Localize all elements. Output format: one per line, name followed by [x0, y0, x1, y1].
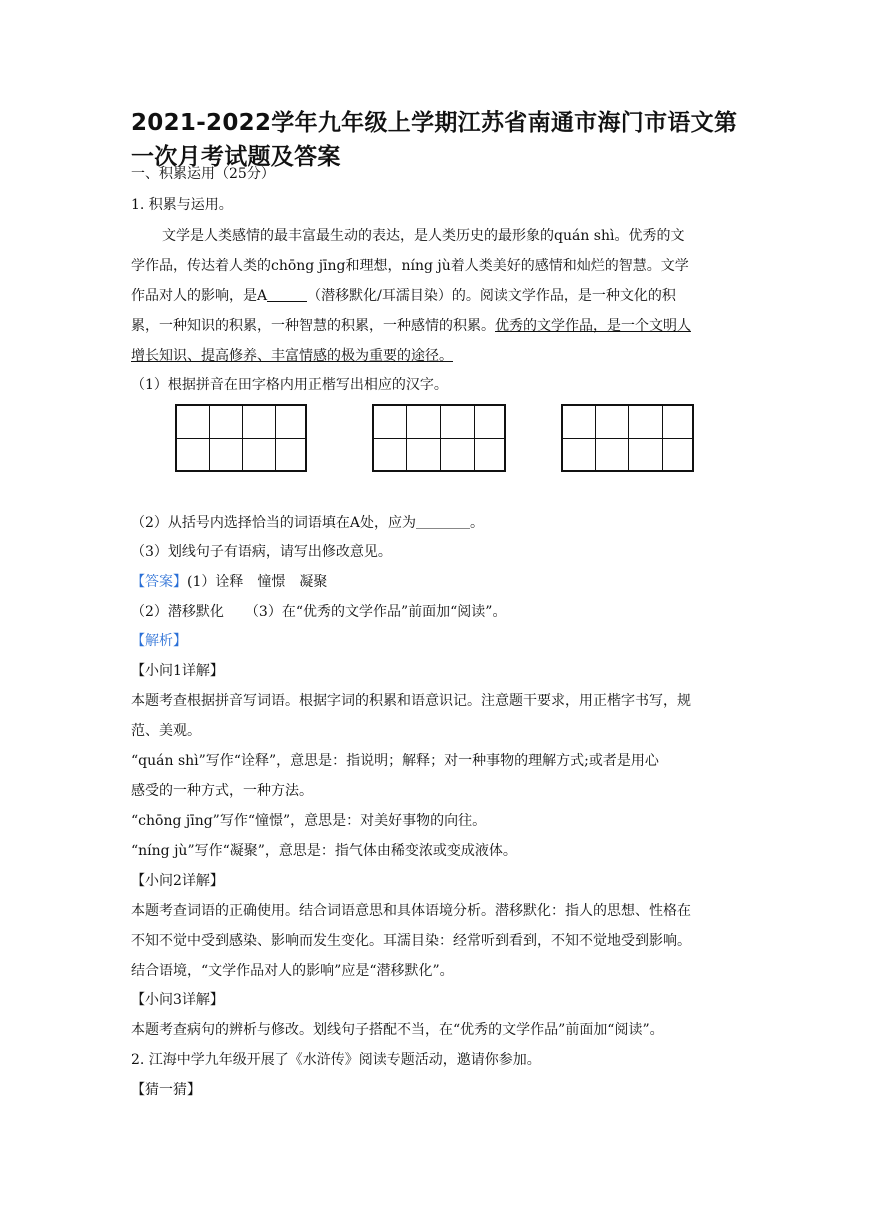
- answer-text: (1）诠释 憧憬 凝聚: [187, 574, 328, 590]
- section1-heading: 一、积累运用（25分）: [131, 166, 275, 182]
- detail1-heading: 【小问1详解】: [131, 663, 224, 679]
- passage-line: [131, 346, 453, 366]
- answer-blank-a[interactable]: [267, 287, 307, 302]
- detail-line: “quán shì”写作“诠释”，意思是：指说明；解释；对一种事物的理解方式;或者是用心: [131, 753, 659, 769]
- detail2-heading: 【小问2详解】: [131, 873, 224, 889]
- detail-line: 本题考查根据拼音写词语。根据字词的积累和语意识记。注意题干要求，用正楷字书写，规: [131, 693, 691, 709]
- underlined-sentence: 增长知识、提高修养、丰富情感的极为重要的途径。: [131, 348, 453, 364]
- tianzige-grid-1[interactable]: [175, 404, 307, 472]
- passage-line: 学作品，传达着人类的chōng jīng和理想，níng jù着人类美好的感情和灿烂的智慧。文学: [131, 258, 689, 274]
- tianzige-grid-3[interactable]: [561, 404, 694, 472]
- q2-heading: 2. 江海中学九年级开展了《水浒传》阅读专题活动，邀请你参加。: [131, 1052, 541, 1068]
- detail-line: “níng jù”写作“凝聚”，意思是：指气体由稀变浓或变成液体。: [131, 843, 517, 859]
- passage-line: [131, 316, 691, 336]
- passage-text: 累，一种知识的积累，一种智慧的积累，一种感情的积累。: [131, 318, 495, 334]
- detail-line: “chōng jīng”写作“憧憬”，意思是：对美好事物的向往。: [131, 813, 487, 829]
- sub-question-text: （2）从括号内选择恰当的词语填在A处，应为: [131, 515, 417, 531]
- sub-question-2: [131, 513, 484, 533]
- sub-question-3: （3）划线句子有语病，请写出修改意见。: [131, 544, 392, 560]
- answer-tag: 【答案】: [131, 574, 187, 590]
- analysis-tag-text: 【解析】: [131, 633, 187, 649]
- answer-line: [131, 572, 327, 592]
- tianzige-grid-2[interactable]: [372, 404, 506, 472]
- detail-line: 范、美观。: [131, 723, 201, 739]
- detail-line: 结合语境，“文学作品对人的影响”应是“潜移默化”。: [131, 963, 454, 979]
- underlined-sentence: 优秀的文学作品，是一个文明人: [495, 318, 691, 334]
- detail-line: 感受的一种方式，一种方法。: [131, 783, 313, 799]
- sub-question-1: （1）根据拼音在田字格内用正楷写出相应的汉字。: [131, 377, 448, 393]
- q1-heading: 1. 积累与运用。: [131, 197, 233, 213]
- passage-text: （潜移默化/耳濡目染）的。阅读文学作品，是一种文化的积: [307, 288, 676, 304]
- passage-text: 作品对人的影响，是A: [131, 288, 268, 304]
- analysis-tag: [131, 631, 187, 651]
- document-title: 2021-2022学年九年级上学期江苏省南通市海门市语文第一次月考试题及答案: [131, 110, 738, 170]
- answer-line: （2）潜移默化 （3）在“优秀的文学作品”前面加“阅读”。: [131, 604, 507, 620]
- detail3-heading: 【小问3详解】: [131, 992, 224, 1008]
- detail-line: 本题考查词语的正确使用。结合词语意思和具体语境分析。潜移默化：指人的思想、性格在: [131, 903, 691, 919]
- answer-blank-2[interactable]: [416, 514, 470, 529]
- detail-line: 本题考查病句的辨析与修改。划线句子搭配不当，在“优秀的文学作品”前面加“阅读”。: [131, 1022, 664, 1038]
- passage-line: 文学是人类感情的最丰富最生动的表达，是人类历史的最形象的quán shì。优秀的文: [162, 228, 685, 244]
- passage-line: [131, 286, 676, 306]
- detail-line: 不知不觉中受到感染、影响而发生变化。耳濡目染：经常听到看到，不知不觉地受到影响。: [131, 933, 691, 949]
- sub-question-text: 。: [470, 515, 485, 531]
- q2-sub-heading: 【猜一猜】: [131, 1082, 201, 1098]
